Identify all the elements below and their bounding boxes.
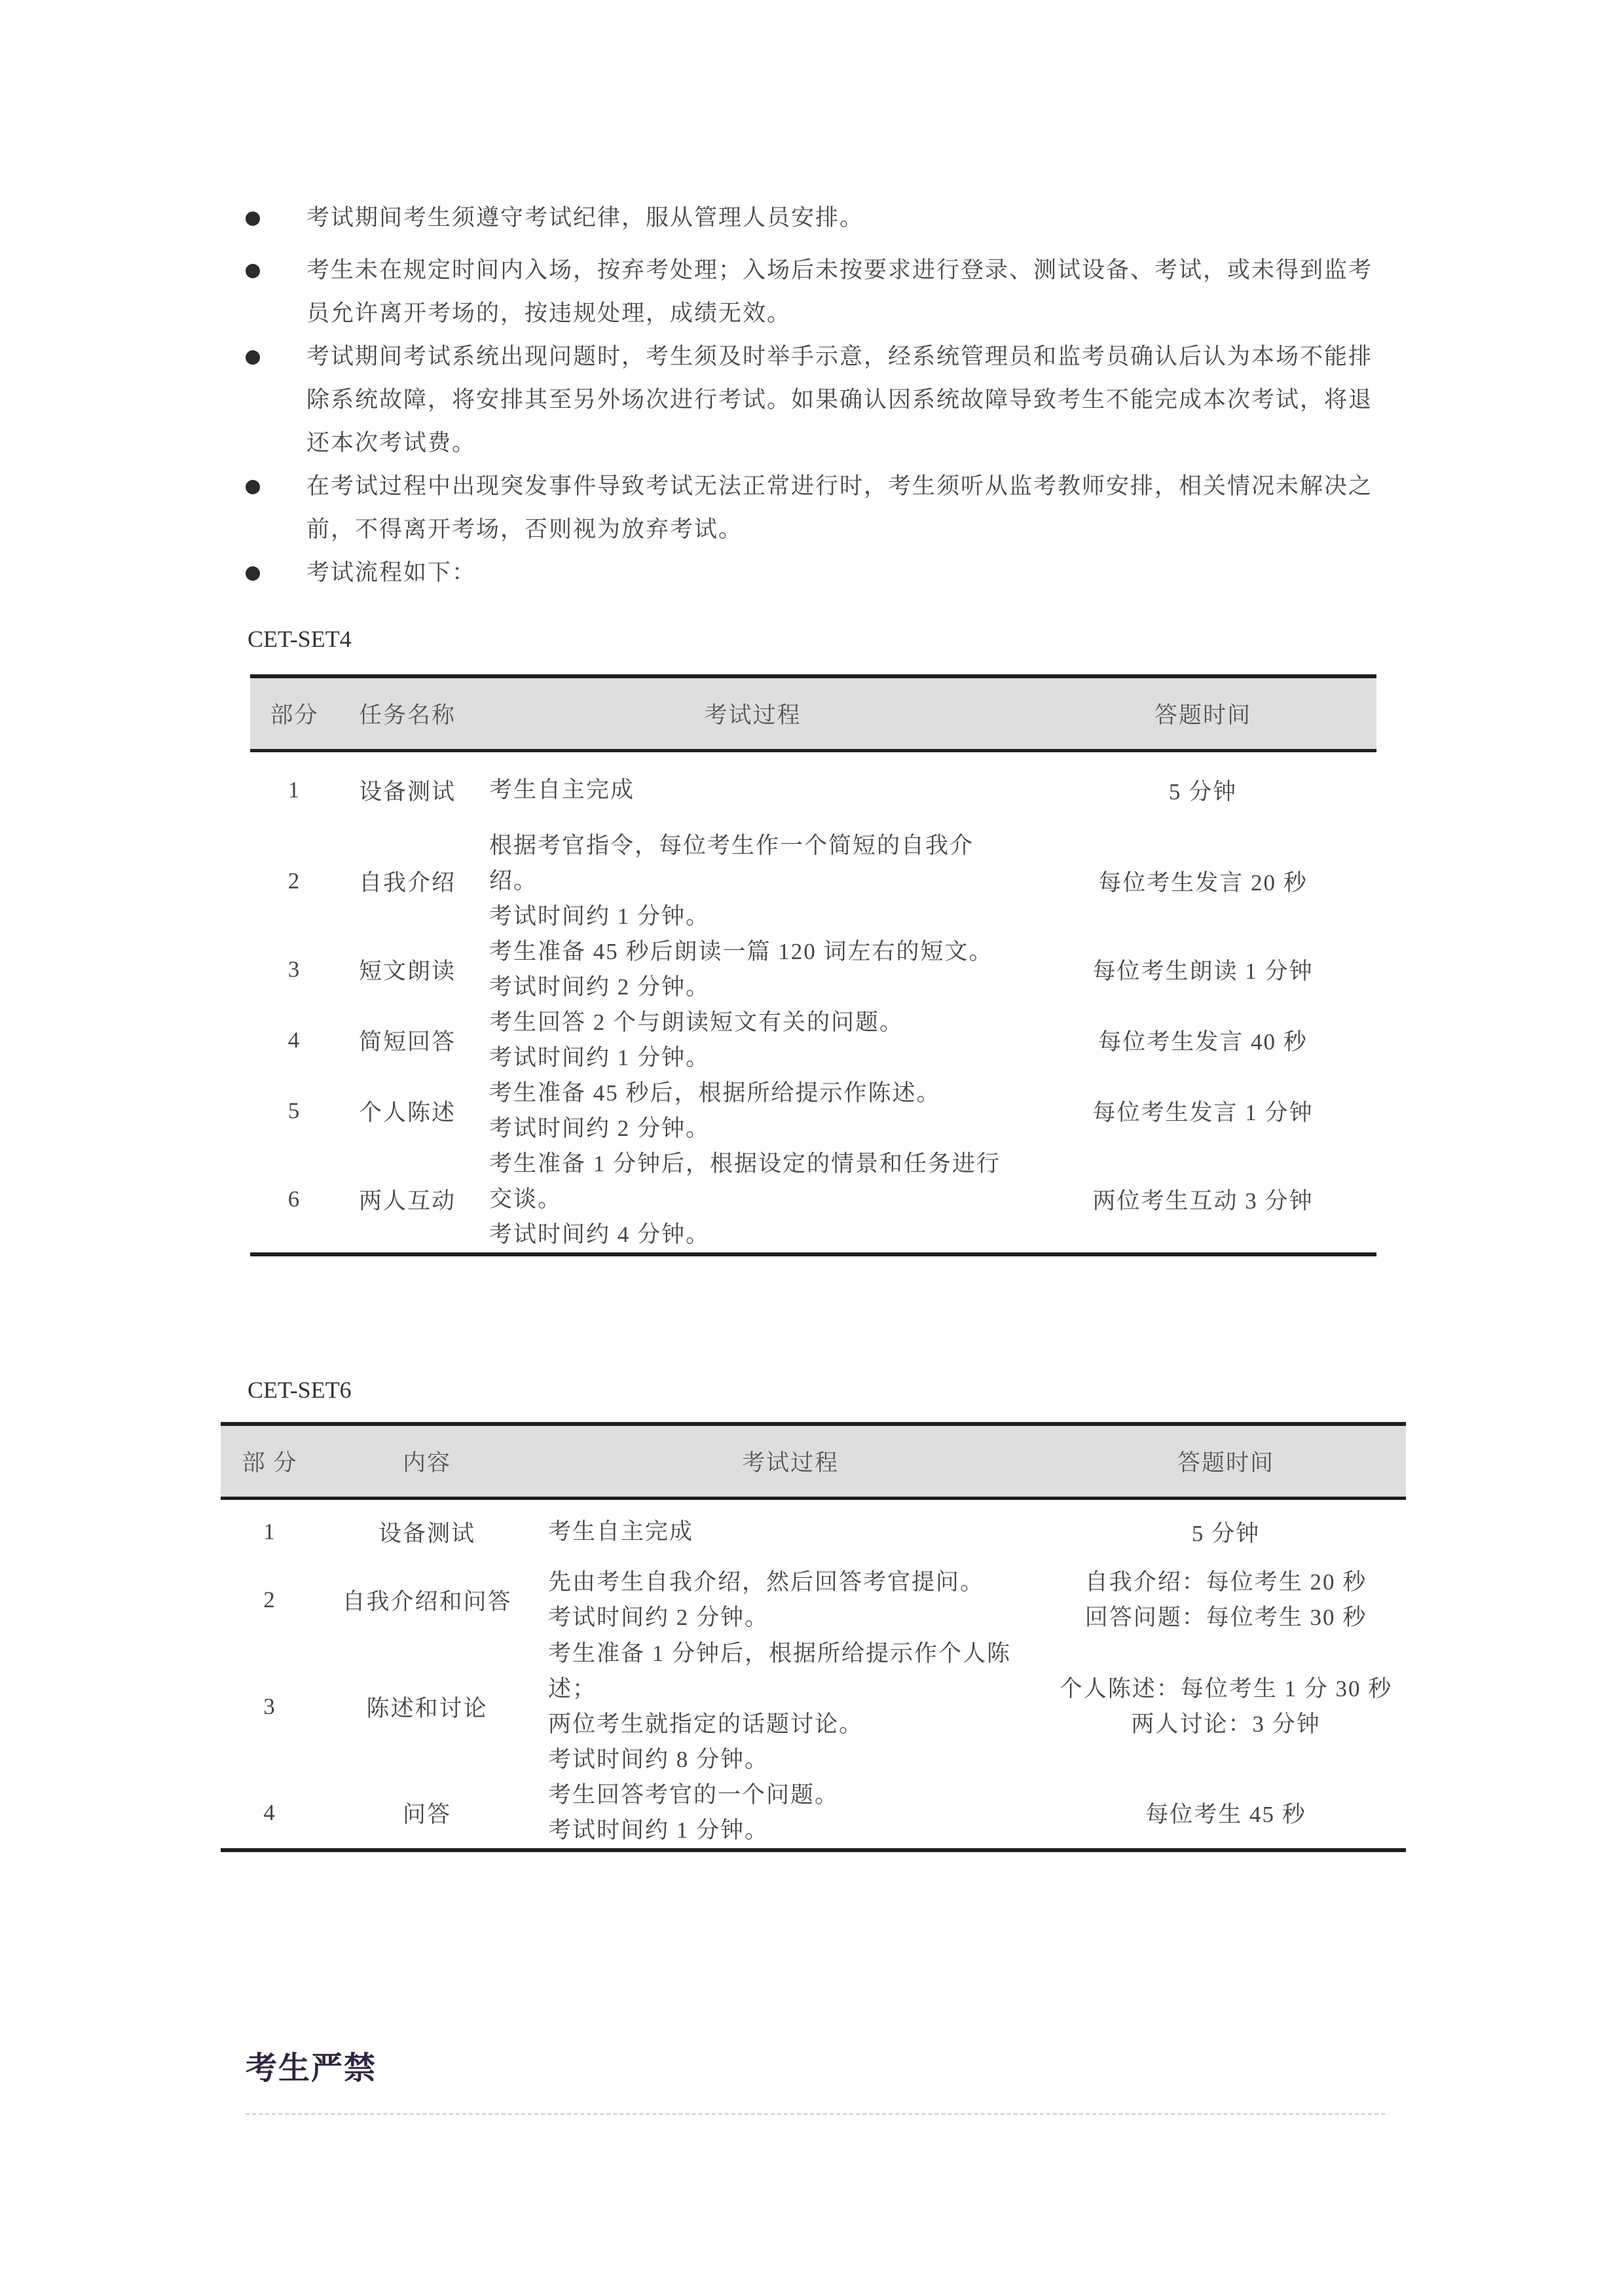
table-row: [250, 934, 1376, 1005]
bullet-item: [246, 465, 1385, 551]
time-line: 5 分钟: [1191, 1520, 1261, 1546]
cell-time: [1046, 1636, 1406, 1777]
table-row: [221, 1777, 1406, 1850]
bullet-dot-icon: [246, 264, 260, 278]
cell-process: [476, 828, 1029, 934]
cell-part: 4: [263, 1799, 276, 1825]
cell-name: 短文朗读: [358, 958, 456, 984]
bullet-text: 考试期间考生须遵守考试纪律，服从管理人员安排。: [306, 205, 864, 230]
cell-time: [1029, 1005, 1376, 1076]
cell-name: 问答: [402, 1801, 451, 1827]
cell-time: [1029, 934, 1376, 1005]
process-line: 根据考官指令，每位考生作一个简短的自我介: [489, 832, 974, 858]
table-row: [250, 828, 1376, 934]
cell-part: 5: [287, 1097, 301, 1123]
cell-process: [535, 1636, 1046, 1777]
time-line: 两位考生互动 3 分钟: [1092, 1188, 1314, 1214]
bullet-dot-icon: [246, 480, 260, 494]
process-line: 考试时间约 4 分钟。: [489, 1221, 710, 1247]
process-line: 考试时间约 1 分钟。: [548, 1817, 769, 1843]
time-line: 每位考生 45 秒: [1145, 1801, 1306, 1827]
header-task-name: 任务名称: [339, 676, 476, 751]
time-line: 个人陈述：每位考生 1 分 30 秒: [1059, 1675, 1393, 1702]
cell-process: [535, 1499, 1046, 1564]
table-row: [250, 1005, 1376, 1076]
cell-time: [1046, 1564, 1406, 1636]
process-line: 考试时间约 2 分钟。: [489, 974, 710, 1000]
time-line: 每位考生发言 1 分钟: [1092, 1099, 1314, 1125]
time-line: 两人讨论：3 分钟: [1131, 1711, 1321, 1737]
bullet-text: 考生未在规定时间内入场，按弃考处理；入场后未按要求进行登录、测试设备、考试，或未得到监考员允许离开考场的，按违规处理，成绩无效。: [306, 257, 1373, 326]
cell-time: [1029, 751, 1376, 828]
cell-process: [476, 934, 1029, 1005]
process-line: 考试时间约 2 分钟。: [489, 1115, 710, 1141]
process-line: 考试时间约 1 分钟。: [489, 1044, 710, 1070]
set6-table: [221, 1422, 1406, 1852]
cell-name: 个人陈述: [358, 1099, 456, 1125]
cell-process: [476, 751, 1029, 828]
process-line: 考生回答考官的一个问题。: [548, 1781, 840, 1808]
cell-process: [476, 1076, 1029, 1146]
cell-name: 两人互动: [358, 1188, 456, 1214]
cell-part: 3: [287, 956, 301, 982]
process-line: 述；: [548, 1675, 597, 1702]
bullet-text: 在考试过程中出现突发事件导致考试无法正常进行时，考生须听从监考教师安排，相关情况未解决之前，不得离开考场，否则视为放弃考试。: [306, 473, 1373, 542]
cell-name: 设备测试: [378, 1520, 475, 1546]
time-line: 每位考生发言 20 秒: [1098, 869, 1308, 896]
cell-time: [1029, 1076, 1376, 1146]
header-process: 考试过程: [476, 676, 1029, 751]
process-line: 两位考生就指定的话题讨论。: [548, 1711, 864, 1737]
bullet-item: [246, 196, 1385, 240]
time-line: 5 分钟: [1168, 778, 1238, 805]
process-line: 绍。: [489, 867, 538, 894]
table-row: [250, 1146, 1376, 1254]
set4-table-label: CET-SET4: [248, 626, 352, 652]
time-line: 每位考生发言 40 秒: [1098, 1029, 1308, 1055]
cell-time: [1029, 1146, 1376, 1254]
rules-bullet-list: [246, 196, 1385, 594]
section-divider: [246, 2113, 1385, 2115]
process-line: 交谈。: [489, 1186, 563, 1212]
bullet-dot-icon: [246, 350, 260, 365]
process-line: 考生准备 45 秒后朗读一篇 120 词左右的短文。: [489, 938, 993, 964]
time-line: 自我介绍：每位考生 20 秒: [1084, 1569, 1367, 1595]
time-line: 每位考生朗读 1 分钟: [1092, 958, 1314, 984]
cell-time: [1046, 1499, 1406, 1564]
header-process: 考试过程: [535, 1424, 1046, 1499]
cell-process: [535, 1564, 1046, 1636]
process-line: 先由考生自我介绍，然后回答考官提问。: [548, 1569, 985, 1595]
bullet-item: [246, 249, 1385, 335]
bullet-dot-icon: [246, 211, 260, 226]
cell-name: 陈述和讨论: [366, 1695, 488, 1721]
cell-part: 2: [263, 1586, 276, 1613]
process-line: 考生准备 1 分钟后，根据所给提示作个人陈: [548, 1640, 1012, 1666]
table-header-row: [221, 1424, 1406, 1499]
cell-part: 4: [287, 1027, 301, 1053]
cell-part: 1: [263, 1518, 276, 1544]
cell-part: 3: [263, 1693, 276, 1719]
table-row: [250, 1076, 1376, 1146]
process-line: 考生准备 45 秒后，根据所给提示作陈述。: [489, 1080, 941, 1106]
set6-table-label: CET-SET6: [248, 1377, 352, 1403]
bullet-dot-icon: [246, 566, 260, 581]
table-row: [250, 751, 1376, 828]
cell-part: 1: [287, 776, 301, 803]
header-time: 答题时间: [1029, 676, 1376, 751]
table-row: [221, 1636, 1406, 1777]
process-line: 考生自主完成: [489, 776, 635, 803]
process-line: 考试时间约 2 分钟。: [548, 1604, 769, 1630]
process-line: 考试时间约 8 分钟。: [548, 1746, 769, 1772]
process-line: 考生自主完成: [548, 1518, 694, 1544]
process-line: 考试时间约 1 分钟。: [489, 903, 710, 929]
time-line: 回答问题：每位考生 30 秒: [1084, 1604, 1367, 1630]
bullet-text: 考试流程如下：: [306, 560, 477, 585]
cell-process: [535, 1777, 1046, 1850]
header-content: 内容: [319, 1424, 535, 1499]
process-line: 考生回答 2 个与朗读短文有关的问题。: [489, 1009, 904, 1035]
section-heading: 考生严禁: [246, 2051, 377, 2086]
cell-time: [1029, 828, 1376, 934]
process-line: 考生准备 1 分钟后，根据设定的情景和任务进行: [489, 1150, 1001, 1176]
cell-name: 自我介绍: [358, 869, 456, 896]
bullet-item: [246, 551, 1385, 594]
bullet-text: 考试期间考试系统出现问题时，考生须及时举手示意，经系统管理员和监考员确认后认为本场不能排除系统故障，将安排其至另外场次进行考试。如果确认因系统故障导致考生不能完成本次考试，将退还本次考试费。: [306, 344, 1373, 456]
header-time: 答题时间: [1046, 1424, 1406, 1499]
cell-process: [476, 1005, 1029, 1076]
bullet-item: [246, 335, 1385, 465]
table-header-row: [250, 676, 1376, 751]
cell-name: 简短回答: [358, 1029, 456, 1055]
header-part: 部分: [250, 676, 339, 751]
cell-time: [1046, 1777, 1406, 1850]
table-row: [221, 1499, 1406, 1564]
cell-process: [476, 1146, 1029, 1254]
header-part: 部 分: [221, 1424, 319, 1499]
table-row: [221, 1564, 1406, 1636]
cell-name: 设备测试: [358, 778, 456, 805]
set4-table: [250, 674, 1376, 1256]
cell-part: 2: [287, 867, 301, 894]
cell-name: 自我介绍和问答: [342, 1588, 512, 1614]
cell-part: 6: [287, 1186, 301, 1212]
